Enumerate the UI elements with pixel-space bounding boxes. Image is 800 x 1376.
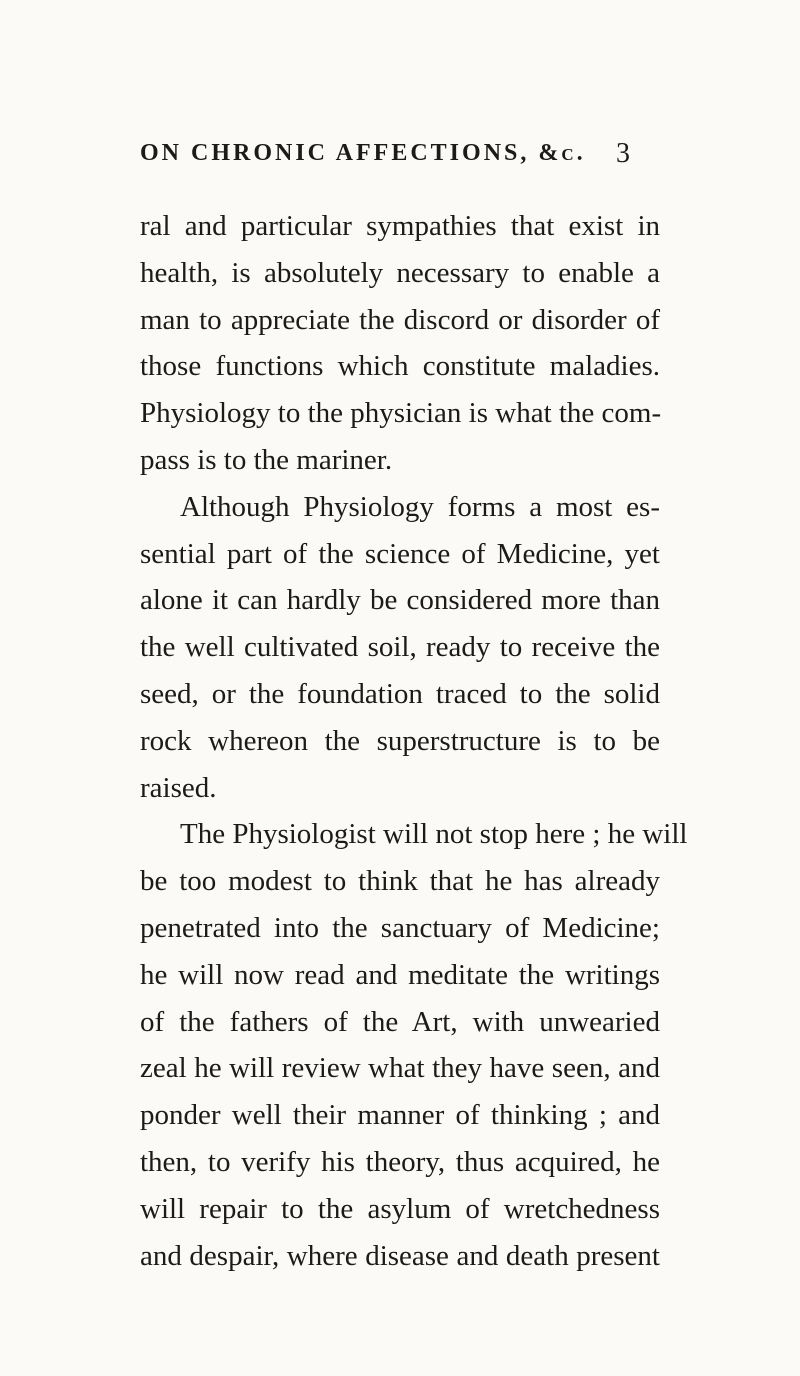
text-line: The Physiologist will not stop here ; he will [180, 818, 688, 851]
text-line: will repair to the asylum of wretchedness [140, 1192, 660, 1225]
text-line: Although Physiology forms a most es- [180, 490, 660, 523]
text-line: zeal he will review what they have seen, and [140, 1052, 660, 1085]
text-line: seed, or the foundation traced to the solid [140, 677, 660, 710]
page-number: 3 [616, 138, 630, 169]
text-line: pass is to the mariner. [140, 443, 393, 476]
text-line: and despair, where disease and death present [140, 1239, 660, 1272]
text-line: sential part of the science of Medicine, yet [140, 537, 660, 570]
text-line: health, is absolutely necessary to enable a [140, 256, 660, 289]
text-line: Physiology to the physician is what the com- [140, 397, 662, 430]
text-line: man to appreciate the discord or disorder of [140, 303, 660, 336]
text-line: he will now read and meditate the writings [140, 958, 660, 991]
text-line: of the fathers of the Art, with unwearied [140, 1005, 660, 1038]
text-line: rock whereon the superstructure is to be [140, 724, 660, 757]
body-text [140, 203, 688, 1279]
running-title: ON CHRONIC AFFECTIONS, &c. [140, 140, 586, 166]
text-line: penetrated into the sanctuary of Medicine; [140, 911, 660, 944]
text-line: ral and particular sympathies that exist in [140, 210, 660, 242]
text-line: those functions which constitute maladies. [140, 350, 660, 383]
text-line: ponder well their manner of thinking ; and [140, 1099, 660, 1132]
text-line: the well cultivated soil, ready to receive the [140, 631, 660, 664]
text-line: then, to verify his theory, thus acquired, he [140, 1145, 660, 1178]
text-line: raised. [140, 771, 217, 804]
running-head [0, 140, 800, 180]
text-line: alone it can hardly be considered more than [140, 584, 660, 617]
text-line: be too modest to think that he has already [140, 865, 660, 898]
